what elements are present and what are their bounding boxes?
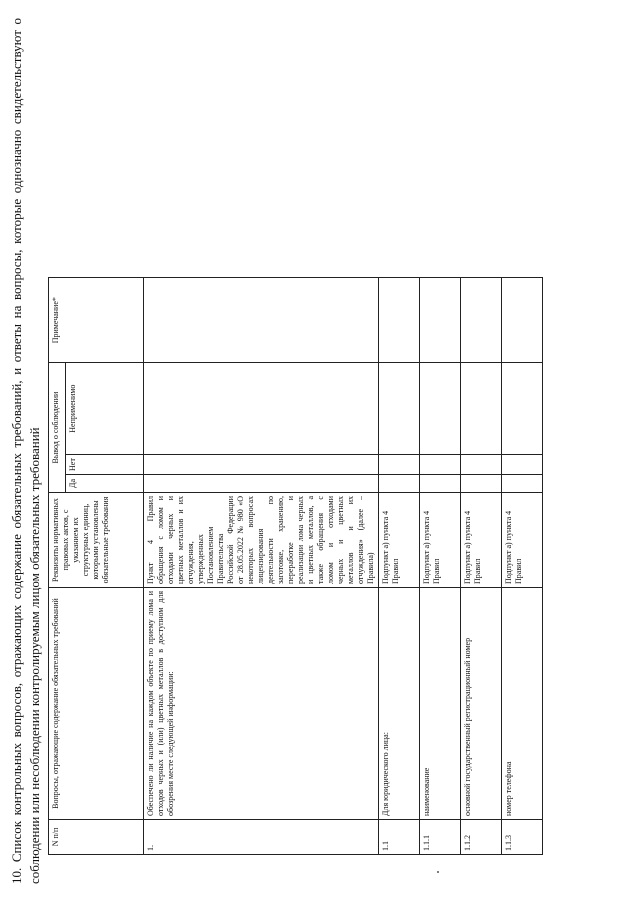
cell-na	[420, 363, 461, 455]
row-requisites: Подпункт а) пункта 4 Правил	[379, 493, 420, 588]
header-requisites: Реквизиты нормативных правовых актов, с указанием их структурных единиц, которыми установлены обязательные требования	[49, 493, 144, 588]
header-num: N п/п	[49, 820, 144, 855]
row-num: 1.1.1	[420, 820, 461, 855]
cell-na	[144, 363, 379, 455]
header-na: Неприменимо	[66, 363, 144, 455]
row-question: Для юридического лица:	[379, 588, 420, 820]
cell-yes	[461, 475, 502, 493]
row-num: 1.1	[379, 820, 420, 855]
checklist-table	[48, 277, 543, 855]
row-num: 1.	[144, 820, 379, 855]
row-question: номер телефона	[502, 588, 543, 820]
section-heading: 10. Список контрольных вопросов, отражающих содержание обязательных требований, и ответы на вопросы, которые однозначно свидетельствуют о соблюдении или несоблюдении контролируемым лицом обязательных требований	[9, 18, 42, 884]
cell-note	[144, 278, 379, 363]
row-requisites: Подпункт а) пункта 4 Правил	[461, 493, 502, 588]
row-question: основной государственный регистрационный номер	[461, 588, 502, 820]
header-yes: Да	[66, 475, 144, 493]
header-row	[49, 278, 66, 855]
table-row	[502, 278, 543, 855]
table-row	[144, 278, 379, 855]
row-question: Обеспечено ли наличие на каждом объекте по приему лома и отходов черных и (или) цветных металлов в доступном для обозрения месте следующей информации:	[144, 588, 379, 820]
cell-no	[461, 455, 502, 475]
row-question: наименование	[420, 588, 461, 820]
cell-na	[461, 363, 502, 455]
row-num: 1.1.2	[461, 820, 502, 855]
header-conclusion: Вывод о соблюдении	[49, 363, 66, 493]
cell-no	[420, 455, 461, 475]
row-requisites: Пункт 4 Правил обращения с ломом и отходами черных и цветных металлов и их отчуждения, утвержденных Постановлением Правительства Российской Федерации от 28.05.2022 № 980 «О некоторых вопросах лицензирования деятельности по заготовке, хранению, переработке и реализации лома черных и цветных металлов, а также обращения с ломом и отходами черных и цветных металлов и их отчуждения» (далее – Правила)	[144, 493, 379, 588]
table-row	[461, 278, 502, 855]
cell-yes	[420, 475, 461, 493]
cell-na	[379, 363, 420, 455]
row-num: 1.1.3	[502, 820, 543, 855]
cell-no	[379, 455, 420, 475]
cell-no	[144, 455, 379, 475]
header-question: Вопросы, отражающие содержание обязательных требований	[49, 588, 144, 820]
table-row	[379, 278, 420, 855]
header-no: Нет	[66, 455, 144, 475]
scan-speck	[437, 871, 439, 873]
row-requisites: Подпункт а) пункта 4 Правил	[420, 493, 461, 588]
cell-note	[461, 278, 502, 363]
cell-note	[502, 278, 543, 363]
cell-na	[502, 363, 543, 455]
cell-no	[502, 455, 543, 475]
cell-yes	[144, 475, 379, 493]
table-row	[420, 278, 461, 855]
cell-yes	[502, 475, 543, 493]
cell-yes	[379, 475, 420, 493]
row-requisites: Подпункт а) пункта 4 Правил	[502, 493, 543, 588]
cell-note	[420, 278, 461, 363]
header-note: Примечание*	[49, 278, 144, 363]
cell-note	[379, 278, 420, 363]
